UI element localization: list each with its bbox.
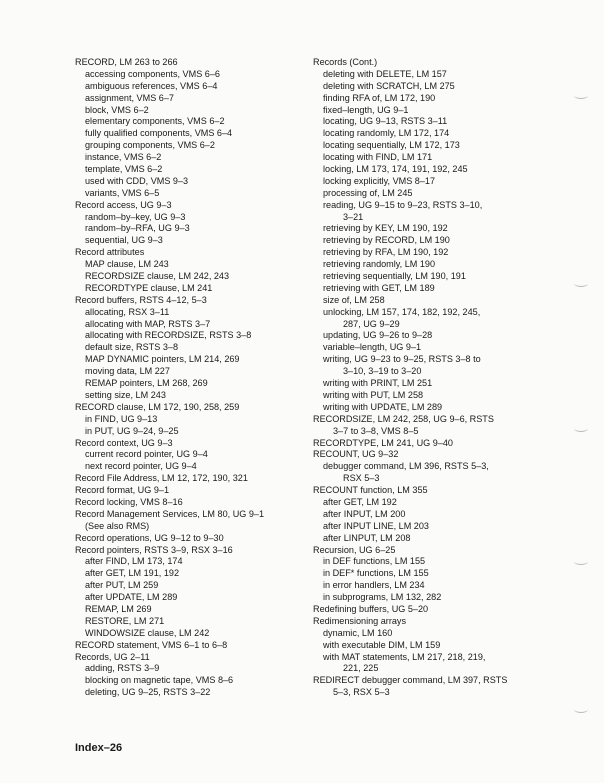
margin-mark [574,558,588,565]
index-subentry: current record pointer, UG 9–4 [85,449,208,460]
index-subentry: 287, UG 9–29 [343,318,400,329]
index-subentry: in error handlers, LM 234 [323,580,425,591]
index-subentry: retrieving by RFA, LM 190, 192 [323,247,449,258]
index-entry: RECORD clause, LM 172, 190, 258, 259 [75,401,240,412]
index-subentry: RECORDSIZE clause, LM 242, 243 [85,271,230,282]
index-subentry: after UPDATE, LM 289 [85,592,178,603]
index-entry: Record access, UG 9–3 [75,199,172,210]
index-subentry: processing of, LM 245 [323,187,413,198]
index-entry: Record operations, UG 9–12 to 9–30 [75,532,224,543]
index-subentry: 3–21 [343,211,364,222]
index-entry: RECOUNT function, LM 355 [313,485,428,496]
index-subentry: reading, UG 9–15 to 9–23, RSTS 3–10, [323,199,483,210]
index-subentry: retrieving by KEY, LM 190, 192 [323,223,448,234]
index-subentry: 3–7 to 3–8, VMS 8–5 [333,425,419,436]
index-subentry: after INPUT LINE, LM 203 [323,520,429,531]
index-subentry: (See also RMS) [85,520,150,531]
index-entry: Redimensioning arrays [313,615,407,626]
index-subentry: retrieving sequentially, LM 190, 191 [323,271,466,282]
margin-mark [574,706,588,713]
index-subentry: WINDOWSIZE clause, LM 242 [85,627,210,638]
index-subentry: instance, VMS 6–2 [85,152,162,163]
index-subentry: moving data, LM 227 [85,366,170,377]
index-subentry: in FIND, UG 9–13 [85,413,158,424]
index-subentry: writing with PRINT, LM 251 [323,378,433,389]
index-subentry: random–by–RFA, UG 9–3 [85,223,190,234]
index-entry: RECORD statement, VMS 6–1 to 6–8 [75,639,228,650]
index-subentry: sequential, UG 9–3 [85,235,163,246]
index-subentry: after GET, LM 192 [323,496,397,507]
index-subentry: accessing components, VMS 6–6 [85,68,220,79]
index-subentry: RSX 5–3 [343,473,380,484]
index-subentry: with MAT statements, LM 217, 218, 219, [323,651,486,662]
index-subentry: unlocking, LM 157, 174, 182, 192, 245, [323,306,481,317]
index-subentry: finding RFA of, LM 172, 190 [323,92,436,103]
index-subentry: writing with PUT, LM 258 [323,389,424,400]
index-subentry: variants, VMS 6–5 [85,187,160,198]
index-subentry: deleting with SCRATCH, LM 275 [323,80,455,91]
index-subentry: locating sequentially, LM 172, 173 [323,140,460,151]
margin-mark [574,280,588,287]
index-subentry: MAP clause, LM 243 [85,259,169,270]
index-subentry: with executable DIM, LM 159 [323,639,441,650]
index-subentry: after INPUT, LM 200 [323,508,406,519]
index-subentry: locating, UG 9–13, RSTS 3–11 [323,116,448,127]
margin-mark [574,92,588,99]
index-subentry: template, VMS 6–2 [85,164,163,175]
index-subentry: deleting with DELETE, LM 157 [323,68,447,79]
index-subentry: allocating, RSX 3–11 [85,306,170,317]
index-entry: Record locking, VMS 8–16 [75,496,183,507]
index-subentry: RECORDTYPE clause, LM 241 [85,282,213,293]
index-subentry: REMAP pointers, LM 268, 269 [85,378,208,389]
index-subentry: 5–3, RSX 5–3 [333,687,390,698]
index-subentry: RESTORE, LM 271 [85,615,165,626]
index-subentry: 3–10, 3–19 to 3–20 [343,366,422,377]
index-entry: Record Management Services, LM 80, UG 9–1 [75,508,265,519]
index-subentry: deleting, UG 9–25, RSTS 3–22 [85,687,211,698]
index-subentry: block, VMS 6–2 [85,104,149,115]
index-subentry: locking, LM 173, 174, 191, 192, 245 [323,164,468,175]
index-entry: RECORDSIZE, LM 242, 258, UG 9–6, RSTS [313,413,494,424]
index-entry: Record pointers, RSTS 3–9, RSX 3–16 [75,544,233,555]
index-subentry: writing with UPDATE, LM 289 [323,401,443,412]
index-subentry: setting size, LM 243 [85,389,166,400]
index-subentry: default size, RSTS 3–8 [85,342,179,353]
index-subentry: debugger command, LM 396, RSTS 5–3, [323,461,489,472]
index-subentry: ambiguous references, VMS 6–4 [85,80,218,91]
index-entry: Recursion, UG 6–25 [313,544,396,555]
index-subentry: retrieving with GET, LM 189 [323,282,435,293]
index-subentry: next record pointer, UG 9–4 [85,461,197,472]
page-number: Index–26 [75,742,123,754]
index-subentry: elementary components, VMS 6–2 [85,116,225,127]
index-subentry: random–by–key, UG 9–3 [85,211,186,222]
index-subentry: 221, 225 [343,663,379,674]
index-subentry: after LINPUT, LM 208 [323,532,411,543]
index-subentry: in DEF* functions, LM 155 [323,568,429,579]
index-subentry: fixed–length, UG 9–1 [323,104,409,115]
index-subentry: in subprograms, LM 132, 282 [323,592,442,603]
index-subentry: after GET, LM 191, 192 [85,568,180,579]
index-subentry: allocating with MAP, RSTS 3–7 [85,318,211,329]
index-subentry: dynamic, LM 160 [323,627,393,638]
index-entry: Record attributes [75,247,145,258]
index-subentry: allocating with RECORDSIZE, RSTS 3–8 [85,330,252,341]
index-subentry: blocking on magnetic tape, VMS 8–6 [85,675,234,686]
index-entry: Record File Address, LM 12, 172, 190, 321 [75,473,248,484]
index-subentry: locating with FIND, LM 171 [323,152,433,163]
index-entry: RECORD, LM 263 to 266 [75,57,178,67]
index-entry: Records, UG 2–11 [75,651,150,662]
index-entry: RECORDTYPE, LM 241, UG 9–40 [313,437,453,448]
index-subentry: locking explicitly, VMS 8–17 [323,175,436,186]
index-subentry: writing, UG 9–23 to 9–25, RSTS 3–8 to [323,354,481,365]
index-column-right [313,57,553,699]
index-entry: Redefining buffers, UG 5–20 [313,603,429,614]
index-subentry: after FIND, LM 173, 174 [85,556,183,567]
index-subentry: assignment, VMS 6–7 [85,92,174,103]
margin-mark [574,425,588,432]
index-entry: REDIRECT debugger command, LM 397, RSTS [313,675,508,686]
index-column-left [75,57,310,699]
index-subentry: in DEF functions, LM 155 [323,556,426,567]
index-entry: RECOUNT, UG 9–32 [313,449,399,460]
index-subentry: retrieving by RECORD, LM 190 [323,235,450,246]
index-entry: Records (Cont.) [313,57,378,67]
index-subentry: MAP DYNAMIC pointers, LM 214, 269 [85,354,240,365]
index-subentry: grouping components, VMS 6–2 [85,140,215,151]
index-subentry: updating, UG 9–26 to 9–28 [323,330,433,341]
index-subentry: size of, LM 258 [323,294,385,305]
index-subentry: in PUT, UG 9–24, 9–25 [85,425,179,436]
index-subentry: after PUT, LM 259 [85,580,159,591]
index-subentry: variable–length, UG 9–1 [323,342,422,353]
index-entry: Record buffers, RSTS 4–12, 5–3 [75,294,207,305]
index-subentry: fully qualified components, VMS 6–4 [85,128,233,139]
index-subentry: adding, RSTS 3–9 [85,663,160,674]
index-subentry: locating randomly, LM 172, 174 [323,128,450,139]
index-subentry: used with CDD, VMS 9–3 [85,175,189,186]
index-subentry: retrieving randomly, LM 190 [323,259,436,270]
index-entry: Record format, UG 9–1 [75,485,170,496]
index-subentry: REMAP, LM 269 [85,603,152,614]
index-entry: Record context, UG 9–3 [75,437,173,448]
